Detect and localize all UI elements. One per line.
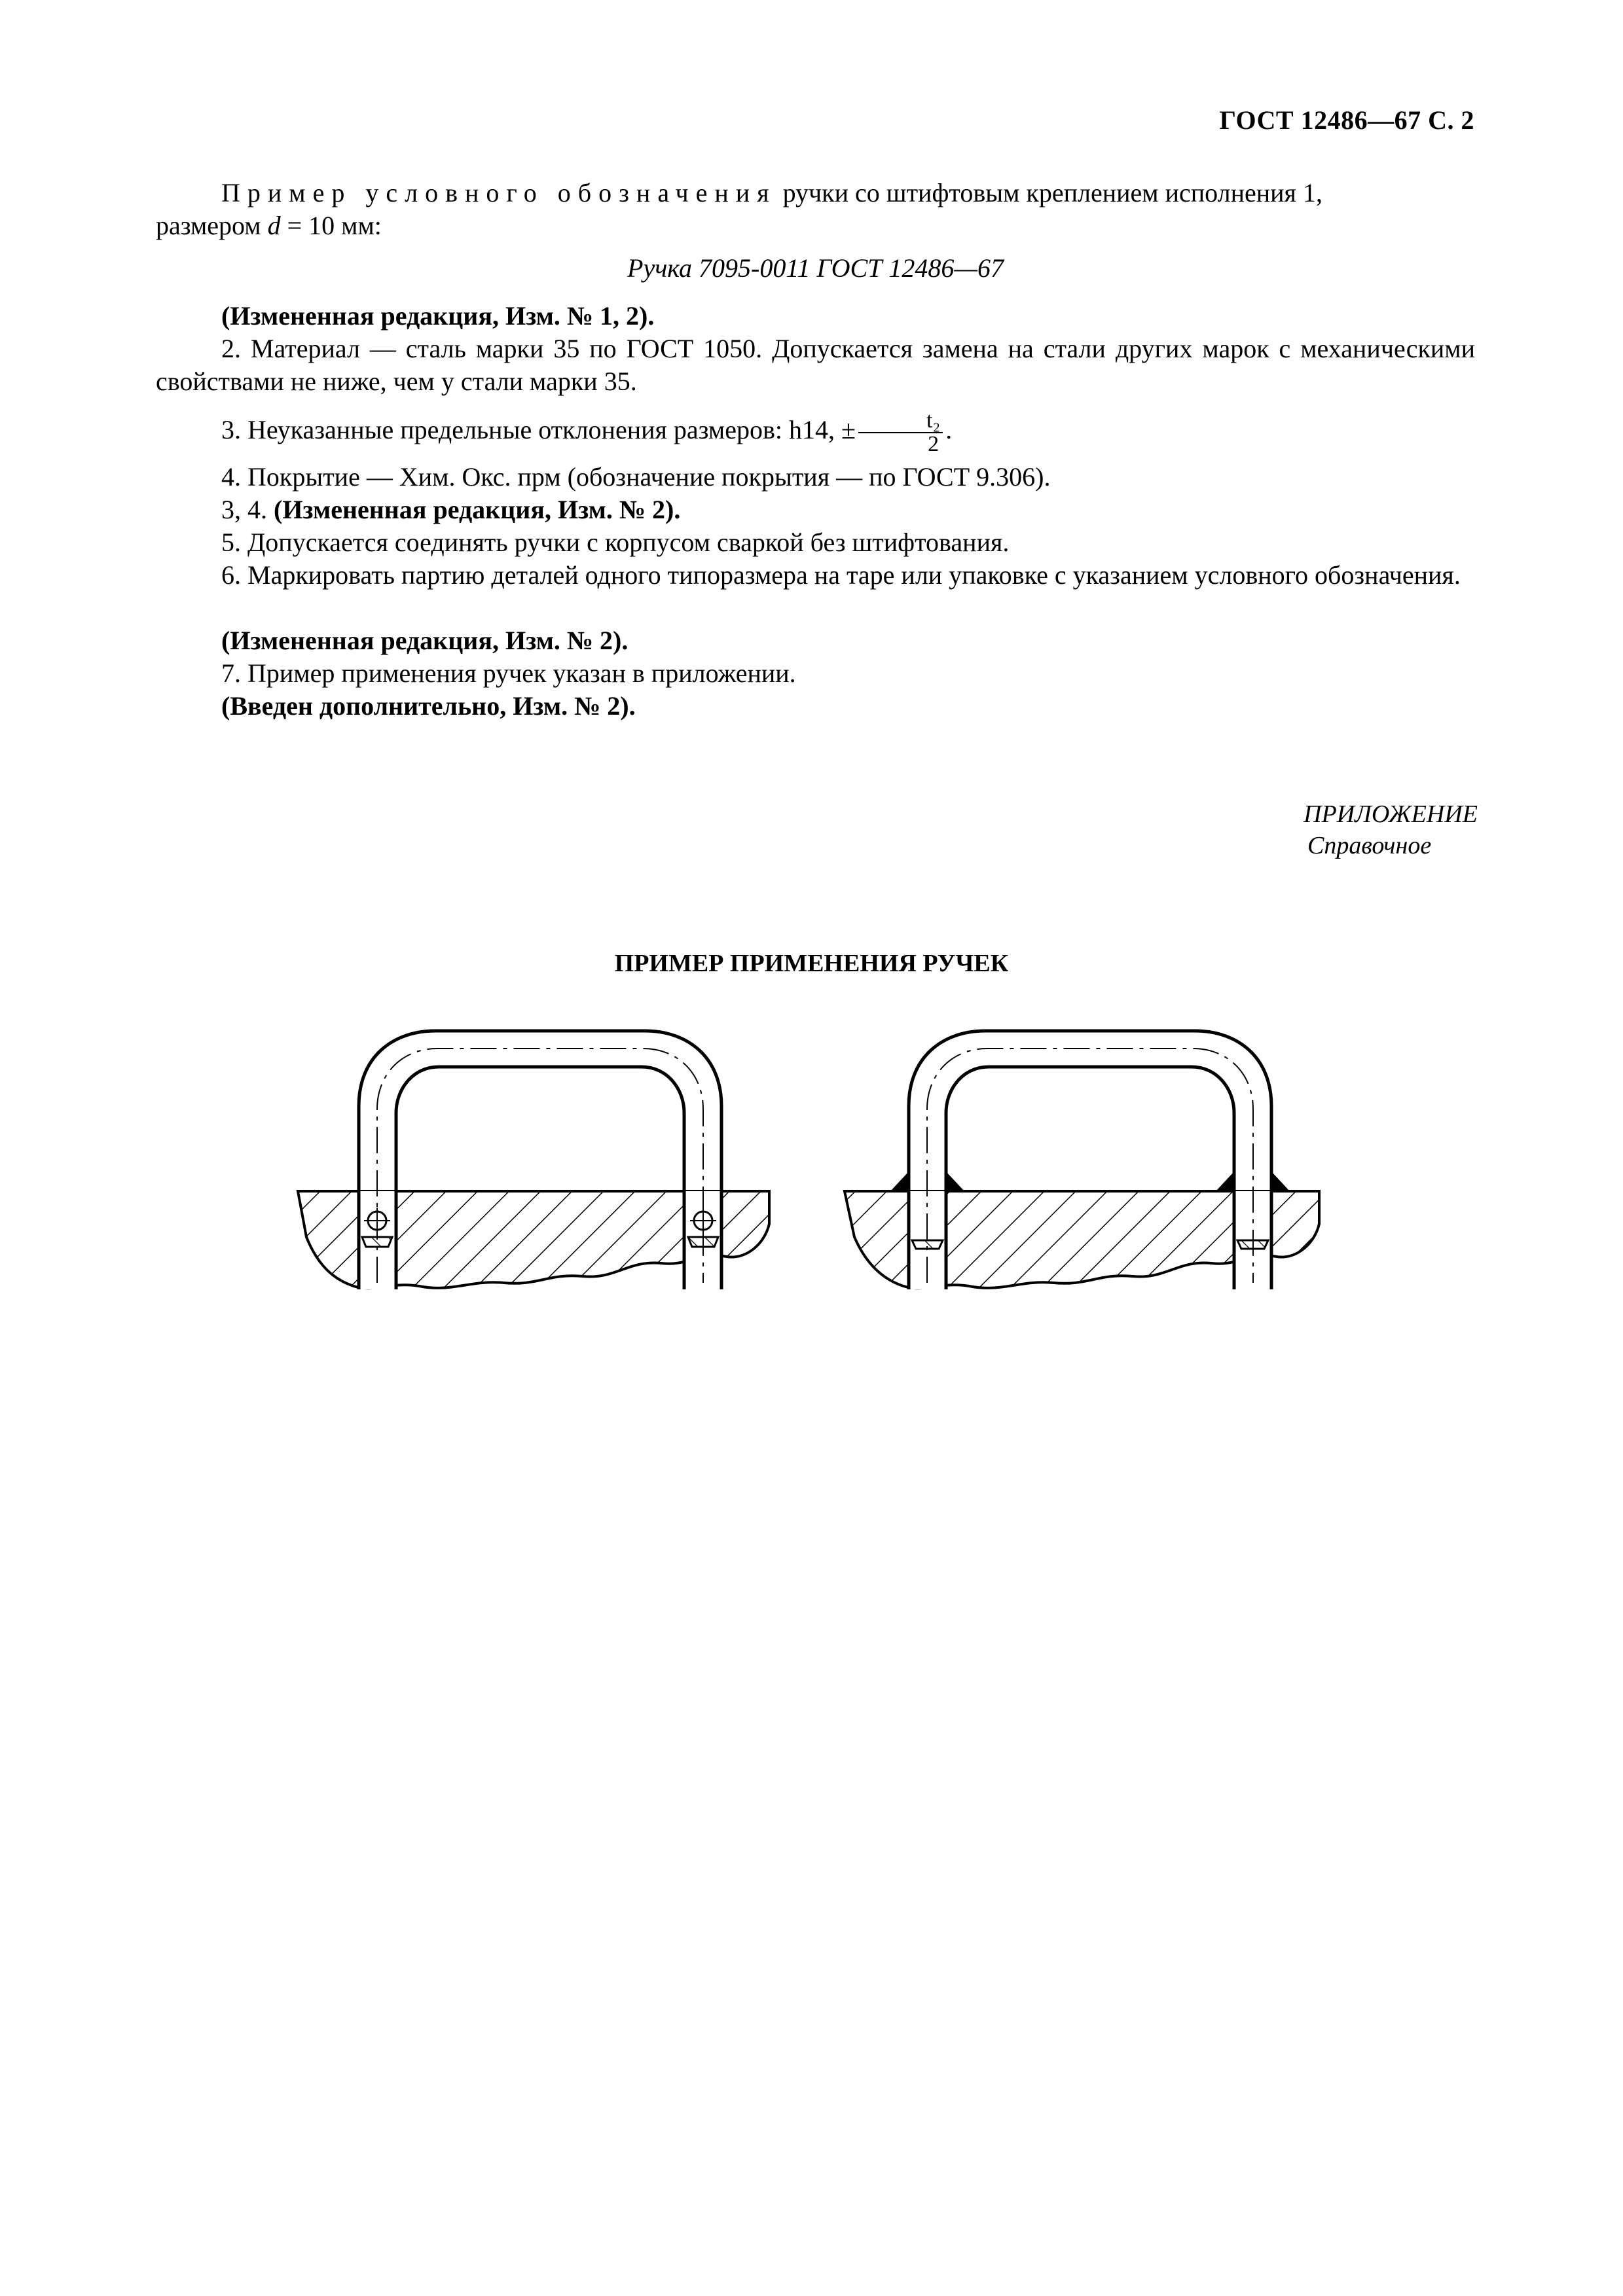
welded-handle-assembly	[845, 1031, 1319, 1289]
example-line1-rest: ручки со штифтовым креплением исполнения 1,	[776, 178, 1322, 207]
weld-bead-3	[1216, 1172, 1234, 1191]
item-5: 5. Допускается соединять ручки с корпусом сваркой без штифтования.	[221, 528, 1010, 557]
item-2: 2. Материал — сталь марки 35 по ГОСТ 1050. Допускается замена на стали других марок с механическими свойствами не ниже, чем у стали марки 35.	[156, 334, 1475, 396]
example-designation: Ручка 7095-0011 ГОСТ 12486—67	[627, 253, 1004, 283]
amendment-note-3: (Введен дополнительно, Изм. № 2).	[221, 691, 636, 721]
page-header: ГОСТ 12486—67 С. 2	[1219, 105, 1474, 135]
pinned-handle-assembly	[298, 1031, 769, 1289]
amendment-note-1: (Измененная редакция, Изм. № 1, 2).	[221, 301, 655, 331]
fraction-numerator: t₂	[858, 410, 943, 433]
example-spaced-lead: Пример условного обозначения	[221, 178, 776, 207]
weld-bead-2	[946, 1172, 964, 1191]
example-line2-prefix: размером	[156, 211, 268, 240]
item-6: 6. Маркировать партию деталей одного типоразмера на таре или упаковке с указанием условного обозначения.	[221, 560, 1461, 590]
example-line2-suffix: = 10 мм:	[280, 211, 382, 240]
example-line2-var: d	[267, 211, 281, 240]
weld-bead-4	[1271, 1172, 1290, 1191]
item-7: 7. Пример применения ручек указан в приложении.	[221, 658, 796, 688]
item-3-text: 3. Неуказанные предельные отклонения размеров: h14, ±	[221, 415, 856, 445]
item-3-4-prefix: 3, 4.	[221, 495, 274, 524]
item-3-end: .	[945, 415, 953, 445]
weld-bead-1	[890, 1172, 909, 1191]
appendix-title: ПРИЛОЖЕНИЕ	[1304, 800, 1478, 828]
amendment-note-2: (Измененная редакция, Изм. № 2).	[221, 626, 629, 655]
appendix-subtitle: Справочное	[1307, 832, 1432, 859]
figure-title: ПРИМЕР ПРИМЕНЕНИЯ РУЧЕК	[614, 950, 1009, 977]
item-3-4-amendment: (Измененная редакция, Изм. № 2).	[274, 495, 681, 524]
item-4: 4. Покрытие — Хим. Окс. прм (обозначение покрытия — по ГОСТ 9.306).	[221, 462, 1051, 492]
fraction-denominator: 2	[928, 432, 939, 456]
